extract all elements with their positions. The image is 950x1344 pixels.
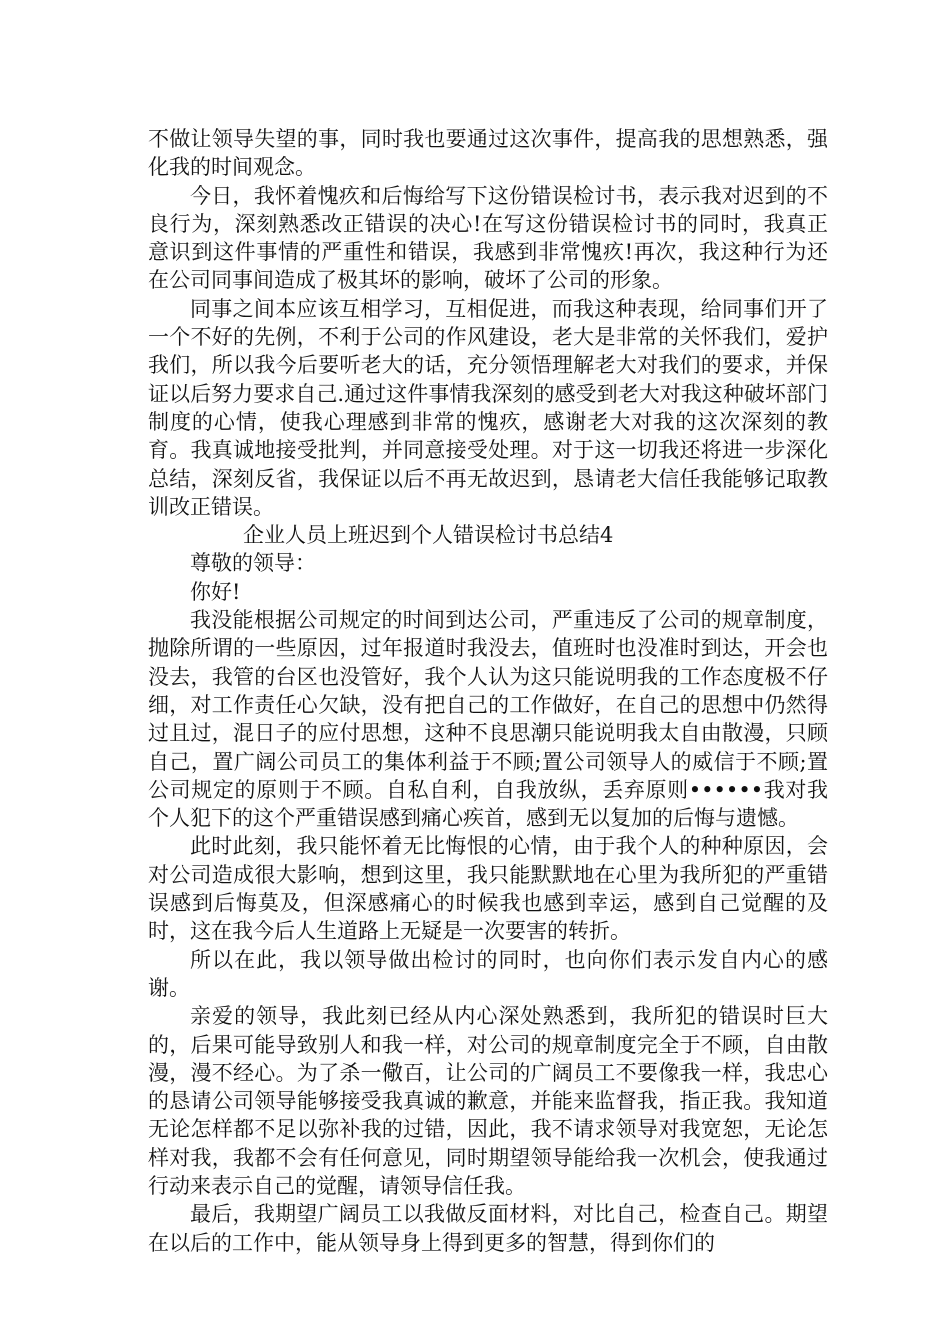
paragraph-1: 不做让领导失望的事，同时我也要通过这次事件，提高我的思想熟悉，强化我的时间观念。 — [148, 127, 828, 180]
paragraph-7: 亲爱的领导，我此刻已经从内心深处熟悉到，我所犯的错误时巨大的，后果可能导致别人和我一样，对公司的规章制度完全于不顾，自由散漫，漫不经心。为了杀一儆百，让公司的广阔员工不要像我一样，我忠心的恳请公司领导能够接受我真诚的歉意，并能来监督我，指正我。我知道无论怎样都不足以弥补我的过错，因此，我不请求领导对我宽恕，无论怎样对我，我都不会有任何意见，同时期望领导能给我一次机会，使我通过行动来表示自己的觉醒，请领导信任我。 — [148, 1004, 828, 1198]
paragraph-2: 今日，我怀着愧疚和后悔给写下这份错误检讨书，表示我对迟到的不良行为，深刻熟悉改正错误的决心!在写这份错误检讨书的同时，我真正意识到这件事情的严重性和错误，我感到非常愧疚!再次，我这种行为还在公司同事间造成了极其坏的影响，破坏了公司的形象。 — [148, 183, 828, 293]
paragraph-6: 所以在此，我以领导做出检讨的同时，也向你们表示发自内心的感谢。 — [148, 947, 828, 1000]
section-title: 企业人员上班迟到个人错误检讨书总结4 — [243, 523, 614, 548]
salutation: 尊敬的领导： — [190, 551, 316, 576]
paragraph-3: 同事之间本应该互相学习，互相促进，而我这种表现，给同事们开了一个不好的先例，不利于公司的作风建设，老大是非常的关怀我们，爱护我们，所以我今后要听老大的话，充分领悟理解老大对我们的要求，并保证以后努力要求自己.通过这件事情我深刻的感受到老大对我这种破坏部门制度的心情，使我心理感到非常的愧疚，感谢老大对我的这次深刻的教育。我真诚地接受批判，并同意接受处理。对于这一切我还将进一步深化总结，深刻反省，我保证以后不再无故迟到，恳请老大信任我能够记取教训改正错误。 — [148, 296, 828, 519]
paragraph-8: 最后，我期望广阔员工以我做反面材料，对比自己，检查自己。期望在以后的工作中，能从领导身上得到更多的智慧，得到你们的 — [148, 1202, 828, 1255]
greeting: 你好! — [190, 579, 241, 604]
paragraph-5: 此时此刻，我只能怀着无比悔恨的心情，由于我个人的种种原因，会对公司造成很大影响，想到这里，我只能默默地在心里为我所犯的严重错误感到后悔莫及，但深感痛心的时候我也感到幸运，感到自己觉醒的及时，这在我今后人生道路上无疑是一次要害的转折。 — [148, 834, 828, 944]
paragraph-4: 我没能根据公司规定的时间到达公司，严重违反了公司的规章制度，抛除所谓的一些原因，过年报道时我没去，值班时也没准时到达，开会也没去，我管的台区也没管好，我个人认为这只能说明我的工作态度极不仔细，对工作责任心欠缺，没有把自己的工作做好，在自己的思想中仍然得过且过，混日子的应付思想，这种不良思潮只能说明我太自由散漫，只顾自己，置广阔公司员工的集体利益于不顾;置公司领导人的威信于不顾;置公司规定的原则于不顾。自私自利，自我放纵，丢弃原则••••••我对我个人犯下的这个严重错误感到痛心疾首，感到无以复加的后悔与遗憾。 — [148, 608, 828, 831]
document-page — [148, 125, 828, 1257]
